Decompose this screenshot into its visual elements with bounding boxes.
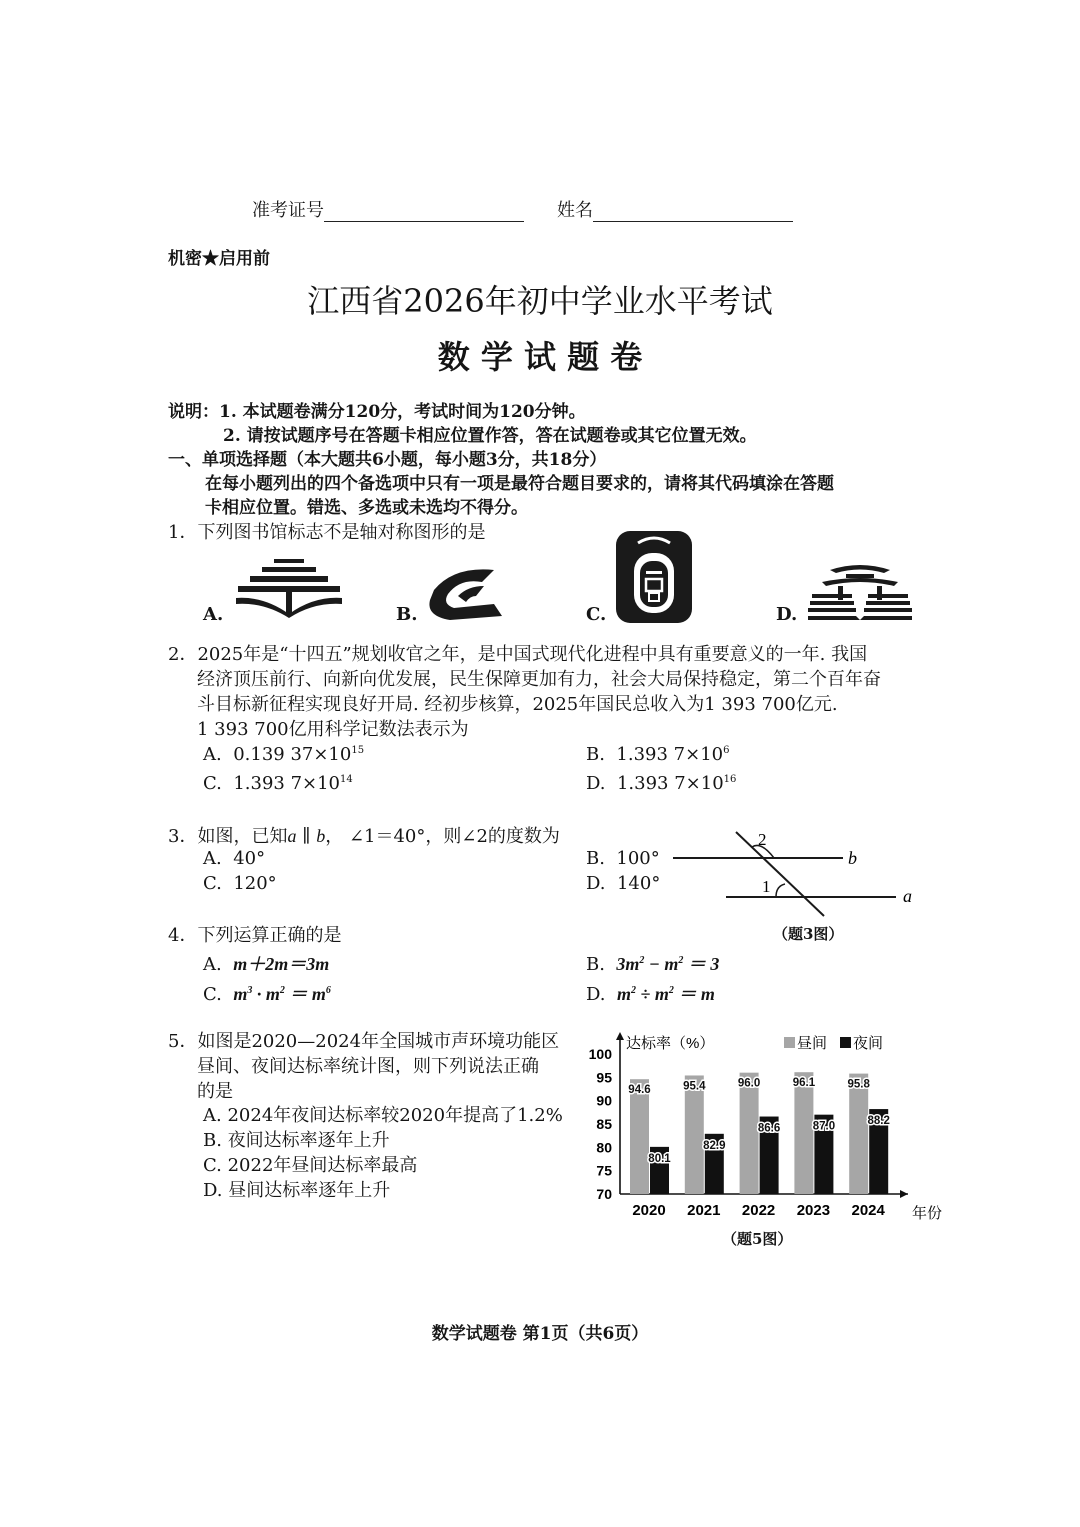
option-exponent: 6 [723,745,730,756]
option-letter: A. [203,1105,222,1126]
day-bar-2024 [849,1074,868,1194]
option-text: 40° [233,848,266,869]
day-value-label-2020: 94.6 [628,1084,651,1097]
day-value-label-2023: 96.1 [792,1077,816,1090]
option-mantissa: 1.393 7×10 [616,773,724,794]
day-bar-2023 [794,1072,813,1194]
q3-option-c [203,873,277,894]
option-text: 昼间达标率逐年上升 [228,1180,391,1201]
pavilion-book-logo-icon [808,560,912,622]
q3-option-d [586,873,660,894]
option-mantissa: 0.139 37×10 [233,744,352,765]
y-tick-label: 70 [596,1186,612,1202]
option-expression [617,984,715,1004]
x-tick-label-2023: 2023 [796,1202,831,1219]
expr-exponent: 2 [279,985,285,996]
option-letter: C. [203,984,222,1005]
q5-number: 5． [168,1031,198,1052]
angle-1-arc [776,884,785,897]
q3-stem [168,822,560,848]
q2-stem-line-1 [168,640,867,666]
option-expression [616,954,719,974]
q2-option-c [203,773,353,794]
line-b-label: b [848,848,857,868]
x-tick-label-2024: 2024 [851,1202,885,1219]
q1-option-b-label: B. [396,604,418,625]
night-value-label-2022: 86.6 [757,1122,781,1135]
x-axis-title: 年份 [912,1205,943,1222]
day-value-label-2021: 95.4 [683,1080,706,1093]
q2-text-line-2: 经济顶压前行、向新向优发展，民生保障更加有力，社会大局保持稳定，第二个百年奋 [197,669,881,690]
y-tick-label: 80 [596,1139,612,1156]
instructions-lead: 说明： [168,402,219,422]
line-a-label: a [903,886,912,906]
q2-number: 2． [168,644,198,665]
legend-label-day: 昼间 [797,1035,828,1052]
option-letter: B. [203,1130,222,1151]
y-tick-label: 75 [596,1162,612,1179]
expr-exponent: 2 [668,985,674,996]
option-letter: C. [203,773,222,794]
parallel-lines-diagram [668,824,918,924]
expr-exponent: 2 [639,955,645,966]
expr-exponent: 2 [630,985,636,996]
q3-number: 3． [168,826,198,847]
y-axis-title: 达标率（%） [626,1035,715,1052]
q3-figure [668,824,918,928]
day-night-compliance-chart [578,1024,943,1224]
option-text: 120° [233,873,277,894]
q4-text: 下列运算正确的是 [197,925,342,946]
option-exponent: 16 [723,774,737,785]
day-value-label-2024: 95.8 [847,1078,870,1091]
option-letter: B. [586,848,605,869]
name-field [557,196,793,222]
q2-text-line-3: 斗目标新征程实现良好开局. 经初步核算，2025年国民总收入为1 393 700亿元. [197,694,838,715]
page-footer: 数学试题卷 第1页（共6页） [431,1324,649,1344]
expr-part: ÷ m [635,984,669,1004]
q1-number: 1． [168,522,198,543]
option-mantissa: 1.393 7×10 [616,744,724,765]
name-label: 姓名 [557,200,593,221]
y-tick-label: 95 [596,1069,612,1086]
legend-swatch-night [840,1037,851,1048]
option-letter: A. [203,744,222,765]
night-value-label-2024: 88.2 [867,1115,890,1128]
angle-2-label: 2 [758,830,767,849]
day-bar-2021 [685,1075,704,1194]
option-letter: D. [586,773,606,794]
q2-option-a [203,744,364,765]
option-expression [233,984,331,1004]
expr-part: m [233,984,248,1004]
expr-part: − m [644,954,679,974]
q5-text-line-3: 的是 [197,1081,233,1102]
option-text: 140° [616,873,661,894]
q1-stem [168,518,485,544]
night-value-label-2020: 80.1 [648,1152,671,1165]
q1-text: 下列图书馆标志不是轴对称图形的是 [197,522,486,543]
q4-option-c [203,980,331,1006]
q3-var-a: a [287,826,297,846]
x-tick-label-2022: 2022 [741,1202,776,1219]
day-value-label-2022: 96.0 [737,1077,761,1090]
y-tick-label: 85 [596,1116,612,1132]
section-1-heading: 一、单项选择题（本大题共6小题，每小题3分，共18分） [168,450,607,470]
q2-option-d [586,773,736,794]
q2-text-line-4: 1 393 700亿用科学记数法表示为 [197,719,469,740]
legend-swatch-day [784,1037,795,1048]
x-tick-label-2021: 2021 [687,1202,721,1219]
option-text: 2024年夜间达标率较2020年提高了1.2% [227,1105,563,1126]
q5-option-c [203,1151,417,1177]
q1-option-d-label: D. [776,604,798,625]
q3-option-a [203,848,265,869]
x-tick-label-2020: 2020 [632,1202,666,1219]
option-letter: D. [203,1180,223,1201]
q4-option-d [586,980,715,1006]
q5-option-b [203,1126,390,1152]
q5-option-d [203,1176,390,1202]
q1-option-a-label: A. [203,604,224,625]
y-axis-arrow [616,1032,624,1040]
q5-option-a [203,1101,563,1127]
q5-bar-chart [578,1024,943,1228]
day-bar-2022 [737,1073,761,1194]
exam-id-field [252,196,524,222]
q3-text-pre: 如图，已知 [197,826,288,847]
q5-text-line-2: 昼间、夜间达标率统计图，则下列说法正确 [197,1056,539,1077]
q4-stem [168,921,341,947]
q3-option-b [586,848,660,869]
q5-text-line-1: 如图是2020—2024年全国城市声环境功能区 [197,1031,560,1052]
angle-1-label: 1 [762,877,771,896]
transversal-line [736,832,824,916]
option-exponent: 14 [340,774,353,785]
option-letter: B. [586,954,605,975]
option-exponent: 15 [351,745,365,756]
expr-exponent: 6 [325,985,331,996]
swirl-book-logo-icon [424,560,510,622]
option-mantissa: 1.393 7×10 [233,773,341,794]
option-text: 100° [616,848,660,869]
option-text: 夜间达标率逐年上升 [227,1130,390,1151]
exam-id-label: 准考证号 [252,200,324,221]
q3-figure-caption: （题3图） [773,925,844,943]
option-letter: D. [586,984,606,1005]
option-letter: D. [586,873,606,894]
instruction-item-2: 2. 请按试题序号在答题卡相应位置作答，答在试题卷或其它位置无效。 [223,426,757,446]
option-text: 2022年昼间达标率最高 [227,1155,418,1176]
exam-id-blank [324,201,524,222]
page-title: 江西省2026年初中学业水平考试 [307,282,773,320]
tiered-roof-book-logo-icon [234,556,344,618]
q4-option-a [203,950,329,976]
expr-part: ＝ 3 [683,954,720,974]
day-bar-2020 [630,1079,649,1194]
night-value-label-2021: 82.9 [703,1139,726,1152]
q1-option-c-label: C. [586,604,607,625]
y-tick-label: 100 [588,1046,612,1062]
q2-text-line-1: 2025年是“十四五”规划收官之年，是中国式现代化进程中具有重要意义的一年. 我国 [197,644,868,665]
page-subtitle: 数 学 试 题 卷 [437,338,643,376]
section-1-desc-line-2: 卡相应位置。错选、多选或未选均不得分。 [205,498,528,518]
name-blank [593,201,793,222]
expr-exponent: 3 [247,985,253,996]
seal-gate-logo-icon [616,531,692,623]
expr-part: ＝ m [673,984,715,1004]
option-letter: C. [203,873,222,894]
option-letter: C. [203,1155,222,1176]
q5-figure-caption: （题5图） [722,1230,793,1248]
instruction-item-1: 1. 本试题卷满分120分，考试时间为120分钟。 [219,402,586,422]
option-letter: B. [586,744,605,765]
q5-stem-line-1 [168,1027,559,1053]
q4-number: 4． [168,925,198,946]
section-1-desc-line-1: 在每小题列出的四个备选项中只有一项是最符合题目要求的，请将其代码填涂在答题 [205,474,834,494]
expr-part: ＝ m [284,984,326,1004]
y-tick-label: 90 [596,1092,612,1109]
confidential-mark: 机密★启用前 [168,249,270,269]
expr-part: m [616,984,631,1004]
expr-part: · m [252,984,280,1004]
night-value-label-2023: 87.0 [812,1120,836,1133]
legend-label-night: 夜间 [853,1035,884,1052]
x-axis-arrow [900,1190,908,1198]
expr-part: 3m [616,954,640,974]
option-expression: m＋2m＝3m [233,954,330,974]
option-letter: A. [203,848,222,869]
q4-option-b [586,950,719,976]
q3-var-b: b [316,826,326,846]
q3-text-post: ， ∠1＝40°，则∠2的度数为 [325,826,560,847]
q2-option-b [586,744,729,765]
instructions-line-1 [168,397,586,422]
q3-parallel: ∥ [296,826,317,847]
option-letter: A. [203,954,222,975]
expr-exponent: 2 [678,955,684,966]
